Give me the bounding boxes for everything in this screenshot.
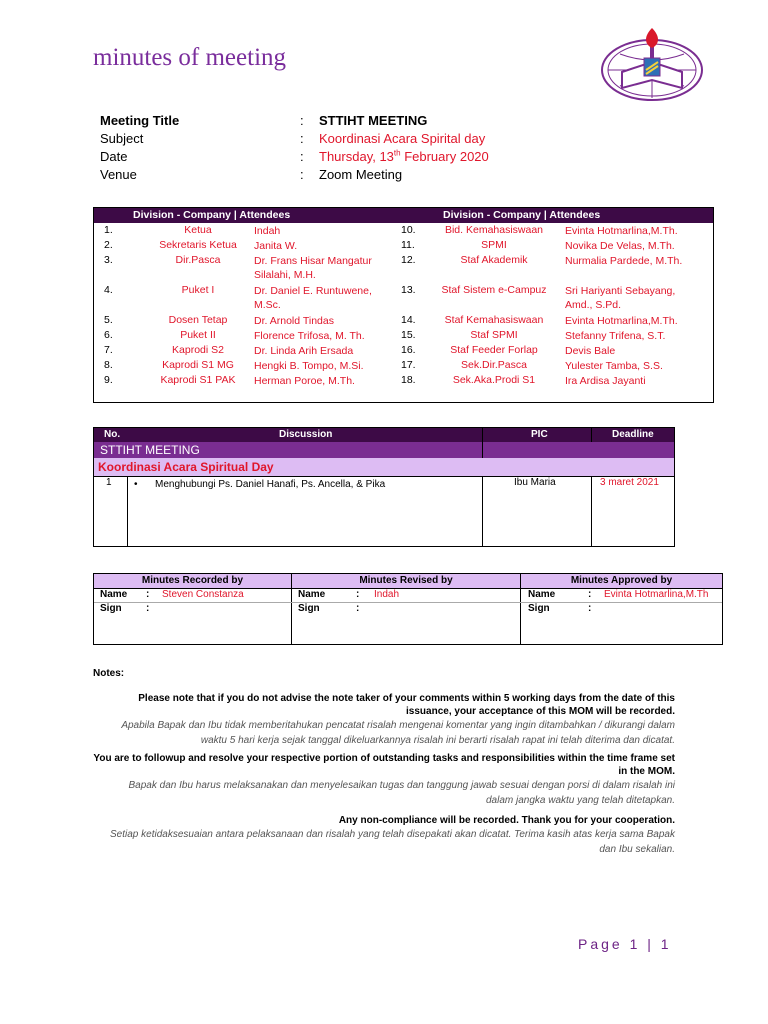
attendee-name: Florence Trifosa, M. Th. xyxy=(254,330,365,342)
attendee-name: Dr. Frans Hisar Mangatur Silalahi, M.H. xyxy=(254,255,372,281)
date-ordinal: th xyxy=(393,148,401,158)
row-number: 2. xyxy=(104,239,113,251)
row-number: 4. xyxy=(104,284,113,296)
attendees-header xyxy=(94,208,713,223)
attendee-name: Devis Bale xyxy=(565,345,616,357)
approved-name-label: Name xyxy=(528,589,556,600)
colon: : xyxy=(146,589,150,600)
note-2-id-b: dalam jangka waktu yang telah ditetapkan. xyxy=(485,795,675,806)
revised-name-value: Indah xyxy=(374,589,400,600)
row-number: 12. xyxy=(401,254,416,266)
date-value xyxy=(319,148,489,166)
row-number: 3. xyxy=(104,254,113,266)
document-title: minutes of meeting xyxy=(93,44,287,71)
note-1-en: Please note that if you do not advise the note taker of your comments within 5 working days from the date of this issuance, your acceptance of this MOM will be recorded. xyxy=(138,693,675,717)
division-company: Kaprodi S1 PAK xyxy=(160,374,236,386)
signature-table xyxy=(93,573,723,645)
bullet-icon: • xyxy=(134,479,138,490)
notes-label: Notes: xyxy=(93,668,125,679)
colon: : xyxy=(356,589,360,600)
page-number: Page 1 | 1 xyxy=(578,936,672,952)
row-number: 1. xyxy=(104,224,113,236)
recorded-sign-label: Sign xyxy=(100,603,122,614)
attendee-name: Yulester Tamba, S.S. xyxy=(565,360,663,372)
colon: : xyxy=(146,603,150,614)
attendee-name: Ira Ardisa Jayanti xyxy=(565,375,646,387)
division-company: Staf Sistem e-Campuz xyxy=(441,284,547,296)
row-number: 15. xyxy=(401,329,416,341)
division-company: Staf Kemahasiswaan xyxy=(444,314,544,326)
colon: : xyxy=(356,603,360,614)
row-number: 18. xyxy=(401,374,416,386)
attendee-name: Hengki B. Tompo, M.Si. xyxy=(254,360,364,372)
division-company: Kaprodi S2 xyxy=(172,344,224,356)
col-no-header: No. xyxy=(104,429,121,440)
division-company: Puket I xyxy=(181,284,215,296)
division-company: Staf SPMI xyxy=(470,329,518,341)
approved-by-header: Minutes Approved by xyxy=(521,574,722,588)
colon: : xyxy=(300,167,304,182)
division-company: Sek.Dir.Pasca xyxy=(461,359,527,371)
row-number: 10. xyxy=(401,224,416,236)
attendee-name: Sri Hariyanti Sebayang, Amd., S.Pd. xyxy=(565,285,676,311)
venue-label: Venue xyxy=(100,167,137,182)
attendee-name: Evinta Hotmarlina,M.Th. xyxy=(565,315,678,327)
attendee-name: Stefanny Trifena, S.T. xyxy=(565,330,666,342)
venue-row xyxy=(100,166,489,184)
row-number: 5. xyxy=(104,314,113,326)
attendee-name: Janita W. xyxy=(254,240,298,252)
colon: : xyxy=(588,589,592,600)
meeting-section-row xyxy=(94,442,674,458)
approved-name-value: Evinta Hotmarlina,M.Th xyxy=(604,589,709,600)
attendee-name: Dr. Linda Arih Ersada xyxy=(254,345,354,357)
row-number: 7. xyxy=(104,344,113,356)
meeting-title-row xyxy=(100,112,489,130)
row-number: 8. xyxy=(104,359,113,371)
division-company: Puket II xyxy=(180,329,216,341)
discussion-row-text: Menghubungi Ps. Daniel Hanafi, Ps. Ancella, & Pika xyxy=(155,479,386,490)
notes-section xyxy=(93,668,675,857)
row-number: 14. xyxy=(401,314,416,326)
colon: : xyxy=(300,113,304,128)
subject-label: Subject xyxy=(100,131,144,146)
division-company: Staf Feeder Forlap xyxy=(450,344,538,356)
colon: : xyxy=(300,149,304,164)
note-1-id: Apabila Bapak dan Ibu tidak memberitahukan pencatat risalah mengenai komentar yang ingin ditambahkan / dikurangi dalam waktu 5 hari kerja sejak tanggal dikeluarkannya risalah ini berarti risalah rapat ini telah diterima dan dicatat. xyxy=(121,720,675,746)
note-3-id: Setiap ketidaksesuaian antara pelaksanaan dan risalah yang telah disepakati akan dicatat. Terima kasih atas kerja sama Bapak dan Ibu sekalian. xyxy=(110,829,675,855)
date-suffix: February 2020 xyxy=(400,149,489,164)
division-company: Sek.Aka.Prodi S1 xyxy=(452,374,536,386)
discussion-row-deadline: 3 maret 2021 xyxy=(600,477,659,488)
row-number: 9. xyxy=(104,374,113,386)
attendees-header-right: Division - Company | Attendees xyxy=(443,209,601,221)
row-number: 11. xyxy=(401,239,415,251)
division-company: Dosen Tetap xyxy=(168,314,228,326)
attendee-name: Novika De Velas, M.Th. xyxy=(565,240,675,252)
attendee-name: Dr. Daniel E. Runtuwene, M.Sc. xyxy=(254,285,372,311)
colon: : xyxy=(300,131,304,146)
discussion-row-pic: Ibu Maria xyxy=(514,477,556,488)
recorded-by-header: Minutes Recorded by xyxy=(94,574,291,588)
revised-by-header: Minutes Revised by xyxy=(292,574,520,588)
col-deadline-header: Deadline xyxy=(612,429,654,440)
note-2-en: You are to followup and resolve your respective portion of outstanding tasks and responsibilities within the time frame set in the MOM. xyxy=(93,753,675,777)
subject-row xyxy=(100,130,489,148)
division-company: Sekretaris Ketua xyxy=(159,239,237,251)
meeting-title-label: Meeting Title xyxy=(100,113,180,128)
col-discussion-header: Discussion xyxy=(279,429,333,440)
attendee-name: Evinta Hotmarlina,M.Th. xyxy=(565,225,678,237)
discussion-table xyxy=(93,427,675,547)
attendees-table xyxy=(93,207,714,403)
topic-row xyxy=(94,458,674,476)
meeting-section-title: STTIHT MEETING xyxy=(100,443,200,457)
colon: : xyxy=(588,603,592,614)
row-number: 17. xyxy=(401,359,416,371)
date-row xyxy=(100,148,489,166)
recorded-name-label: Name xyxy=(100,589,128,600)
meeting-info xyxy=(100,112,489,184)
approved-sign-label: Sign xyxy=(528,603,550,614)
division-company: Kaprodi S1 MG xyxy=(162,359,234,371)
row-number: 13. xyxy=(401,284,416,296)
division-company: Ketua xyxy=(184,224,212,236)
attendee-name: Nurmalia Pardede, M.Th. xyxy=(565,255,683,267)
row-number: 6. xyxy=(104,329,113,341)
recorded-name-value: Steven Constanza xyxy=(162,589,244,600)
subject-value: Koordinasi Acara Spirital day xyxy=(319,131,486,146)
date-prefix: Thursday, 13 xyxy=(319,149,394,164)
date-label: Date xyxy=(100,149,128,164)
division-company: Bid. Kemahasiswaan xyxy=(444,224,544,236)
attendee-name: Dr. Arnold Tindas xyxy=(254,315,334,327)
note-2-id-a: Bapak dan Ibu harus melaksanakan dan menyelesaikan tugas dan tanggung jawab sesuai dengan porsi di dalam risalah ini xyxy=(128,780,675,791)
revised-name-label: Name xyxy=(298,589,326,600)
revised-sign-label: Sign xyxy=(298,603,320,614)
venue-value: Zoom Meeting xyxy=(319,167,403,182)
division-company: Dir.Pasca xyxy=(175,254,221,266)
row-number: 16. xyxy=(401,344,416,356)
attendee-name: Indah xyxy=(254,225,281,237)
meeting-title-value: STTIHT MEETING xyxy=(319,113,428,128)
division-company: Staf Akademik xyxy=(460,254,528,266)
division-company: SPMI xyxy=(481,239,507,251)
note-3-en: Any non-compliance will be recorded. Thank you for your cooperation. xyxy=(338,815,675,826)
attendee-name: Herman Poroe, M.Th. xyxy=(254,375,355,387)
attendees-header-left: Division - Company | Attendees xyxy=(133,209,291,221)
topic-title: Koordinasi Acara Spiritual Day xyxy=(98,460,274,474)
discussion-row-no: 1 xyxy=(106,477,112,488)
institution-logo xyxy=(600,26,705,102)
discussion-header xyxy=(94,428,674,442)
col-pic-header: PIC xyxy=(531,429,548,440)
